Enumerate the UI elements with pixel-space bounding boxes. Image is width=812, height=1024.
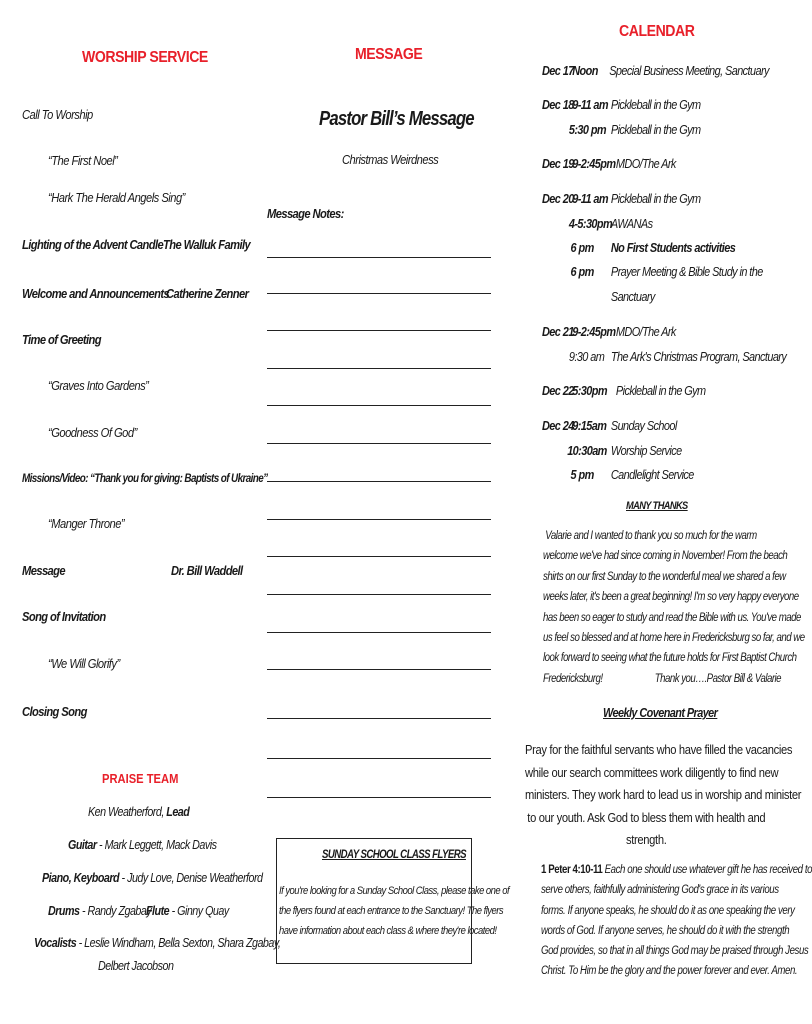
calendar-event: AWANAs: [610, 216, 653, 231]
thanks-line: welcome we've had since coming in November! From the beach: [543, 550, 788, 563]
calendar-event: Pickleball in the Gym: [615, 383, 706, 398]
calendar-event: Sunday School: [610, 418, 677, 433]
verse-line: forms. If anyone speaks, he should do it as one speaking the very: [541, 904, 795, 917]
praise-vocalists: [34, 936, 280, 950]
advent-candle-label: Lighting of the Advent Candle: [22, 237, 164, 252]
sermon-subtitle: Christmas Weirdness: [342, 152, 439, 167]
calendar-event: Pickleball in the Gym: [610, 191, 701, 206]
note-line: [267, 669, 491, 670]
note-line: [267, 481, 491, 482]
calendar-date: Dec 19: [542, 156, 574, 171]
praise-vocal-role: Vocalists: [34, 936, 77, 950]
praise-lead-name: Ken Weatherford,: [88, 805, 164, 819]
calendar-date: Dec 24: [542, 418, 574, 433]
thanks-line: look forward to seeing what the future holds for First Baptist Church: [543, 652, 797, 665]
calendar-time: 9:30 am: [568, 349, 605, 364]
calendar-event: Worship Service: [610, 443, 682, 458]
calendar-event: Special Business Meeting, Sanctuary: [609, 63, 769, 78]
praise-drums-names: - Randy Zgabay: [79, 904, 152, 918]
flyers-line: If you're looking for a Sunday School Class, please take one of: [279, 885, 510, 897]
note-line: [267, 443, 491, 444]
praise-piano-role: Piano, Keyboard: [42, 871, 120, 885]
praise-guitar-role: Guitar: [68, 838, 97, 852]
calendar-time: 10:30am: [567, 443, 607, 458]
praise-drums-role: Drums: [48, 904, 80, 918]
calendar-time: 9-11 am: [572, 191, 608, 206]
verse-line: Christ. To Him be the glory and the power forever and ever. Amen.: [541, 965, 798, 978]
thanks-line: has been so eager to study and read the Bible with us. You've made: [543, 611, 801, 624]
calendar-time: 9-2:45pm: [572, 324, 616, 339]
praise-lead: [88, 805, 189, 819]
calendar-date: Dec 20: [542, 191, 574, 206]
flyers-text: [279, 881, 509, 941]
calendar-time: 9-11 am: [572, 97, 608, 112]
message-notes-label: Message Notes:: [267, 206, 344, 221]
worship-service-heading: WORSHIP SERVICE: [82, 49, 208, 66]
note-line: [267, 797, 491, 798]
song-graves-gardens: “Graves Into Gardens”: [48, 378, 149, 393]
welcome-announcements-person: Catherine Zenner: [166, 286, 249, 301]
calendar-time: 4-5:30pm: [568, 216, 613, 231]
verse-reference: 1 Peter 4:10-11: [541, 864, 603, 876]
praise-piano-names: - Judy Love, Denise Weatherford: [119, 871, 263, 885]
calendar-time: 5:30 pm: [568, 122, 607, 137]
thanks-line: Valarie and I wanted to thank you so much for the warm: [545, 530, 757, 542]
praise-vocal-names: - Leslie Windham, Bella Sexton, Shara Zgabay,: [76, 936, 281, 950]
calendar-time: 6 pm: [570, 240, 594, 255]
song-first-noel: “The First Noel”: [48, 153, 118, 168]
covenant-line: strength.: [626, 832, 667, 847]
flyers-line: have information about each class & where they're located!: [279, 925, 497, 937]
praise-flute: [146, 904, 229, 918]
many-thanks-heading: MANY THANKS: [626, 500, 688, 512]
calendar-heading: CALENDAR: [619, 23, 695, 40]
calendar-date: Dec 21: [542, 324, 574, 339]
calendar-event: Candlelight Service: [610, 467, 694, 482]
thanks-signature: Thank you….Pastor Bill & Valarie: [654, 672, 782, 685]
calendar-event: Pickleball in the Gym: [610, 122, 701, 137]
flyers-heading: SUNDAY SCHOOL CLASS FLYERS: [322, 849, 466, 861]
welcome-announcements-label: Welcome and Announcements: [22, 286, 170, 301]
verse-line: words of God. If anyone serves, he should do it with the strength: [541, 924, 790, 937]
thanks-paragraph: [543, 526, 805, 689]
calendar-date: Dec 22: [542, 383, 574, 398]
note-line: [267, 368, 491, 369]
calendar-time: 5 pm: [570, 467, 594, 482]
thanks-closing-left: Fredericksburg!: [543, 672, 603, 685]
song-hark-herald: “Hark The Herald Angels Sing”: [48, 190, 185, 205]
praise-piano: [42, 871, 263, 885]
covenant-line: Pray for the faithful servants who have filled the vacancies: [525, 742, 793, 757]
covenant-line: while our search committees work diligently to find new: [525, 764, 779, 780]
time-of-greeting: Time of Greeting: [22, 332, 101, 347]
calendar-time: 6 pm: [570, 264, 594, 279]
verse-paragraph: [541, 860, 812, 982]
calendar-event: Prayer Meeting & Bible Study in the: [610, 264, 763, 279]
thanks-last-line: [543, 669, 782, 689]
message-heading: MESSAGE: [355, 46, 423, 63]
calendar-event: The Ark's Christmas Program, Sanctuary: [610, 349, 787, 364]
closing-song: Closing Song: [22, 704, 87, 719]
song-goodness-of-god: “Goodness Of God”: [48, 425, 137, 440]
calendar-event: MDO/The Ark: [615, 156, 676, 171]
advent-candle-person: The Walluk Family: [163, 237, 251, 252]
calendar-time: 9-2:45pm: [572, 156, 616, 171]
covenant-line: ministers. They work hard to lead us in worship and minister: [525, 787, 802, 802]
verse-line: God provides, so that in all things God may be praised through Jesus: [541, 945, 809, 958]
note-line: [267, 330, 491, 331]
praise-lead-role: Lead: [166, 805, 190, 819]
thanks-line: shirts on our first Sunday to the wonderful meal we shared a few: [543, 570, 786, 583]
note-line: [267, 556, 491, 557]
calendar-time: Noon: [572, 63, 598, 78]
calendar-date: Dec 17: [542, 63, 574, 78]
calendar-time: 9:15am: [572, 418, 607, 433]
verse-text: Each one should use whatever gift he has received to: [602, 864, 812, 876]
covenant-paragraph: [525, 739, 802, 852]
sermon-title: Pastor Bill’s Message: [319, 108, 474, 130]
note-line: [267, 632, 491, 633]
song-we-will-glorify: “We Will Glorify”: [48, 656, 120, 671]
note-line: [267, 594, 491, 595]
song-of-invitation: Song of Invitation: [22, 609, 106, 624]
thanks-line: us feel so blessed and at home here in Fredericksburg so far, and we: [543, 632, 805, 645]
praise-guitar-names: - Mark Leggett, Mack Davis: [96, 838, 217, 852]
note-line: [267, 405, 491, 406]
calendar-event: Pickleball in the Gym: [610, 97, 701, 112]
covenant-line: to our youth. Ask God to bless them with health and: [527, 809, 766, 825]
praise-team-heading: PRAISE TEAM: [102, 771, 179, 786]
note-line: [267, 519, 491, 520]
verse-first-line: [541, 860, 812, 880]
message-speaker: Dr. Bill Waddell: [171, 563, 243, 578]
verse-line: serve others, faithfully administering God's grace in its various: [541, 884, 779, 897]
praise-flute-role: Flute: [146, 904, 170, 918]
covenant-heading: Weekly Covenant Prayer: [603, 705, 718, 720]
call-to-worship: Call To Worship: [22, 107, 93, 122]
note-line: [267, 257, 491, 258]
missions-video: Missions/Video: “Thank you for giving: Baptists of Ukraine”: [22, 473, 268, 485]
calendar-event: No First Students activities: [610, 240, 736, 255]
message-label: Message: [22, 563, 66, 578]
calendar-event: Sanctuary: [610, 289, 655, 304]
praise-vocal-names-2: Delbert Jacobson: [98, 959, 174, 973]
note-line: [267, 718, 491, 719]
praise-flute-names: - Ginny Quay: [169, 904, 229, 918]
note-line: [267, 293, 491, 294]
praise-drums: [48, 904, 151, 918]
calendar-event: MDO/The Ark: [615, 324, 676, 339]
note-line: [267, 758, 491, 759]
thanks-line: weeks later, it's been a great beginning! I'm so very happy everyone: [543, 591, 799, 604]
calendar-time: 5:30pm: [572, 383, 607, 398]
flyers-line: the flyers found at each entrance to the Sanctuary! The flyers: [279, 905, 504, 917]
song-manger-throne: “Manger Throne”: [48, 516, 125, 531]
calendar-date: Dec 18: [542, 97, 574, 112]
praise-guitar: [68, 838, 216, 852]
